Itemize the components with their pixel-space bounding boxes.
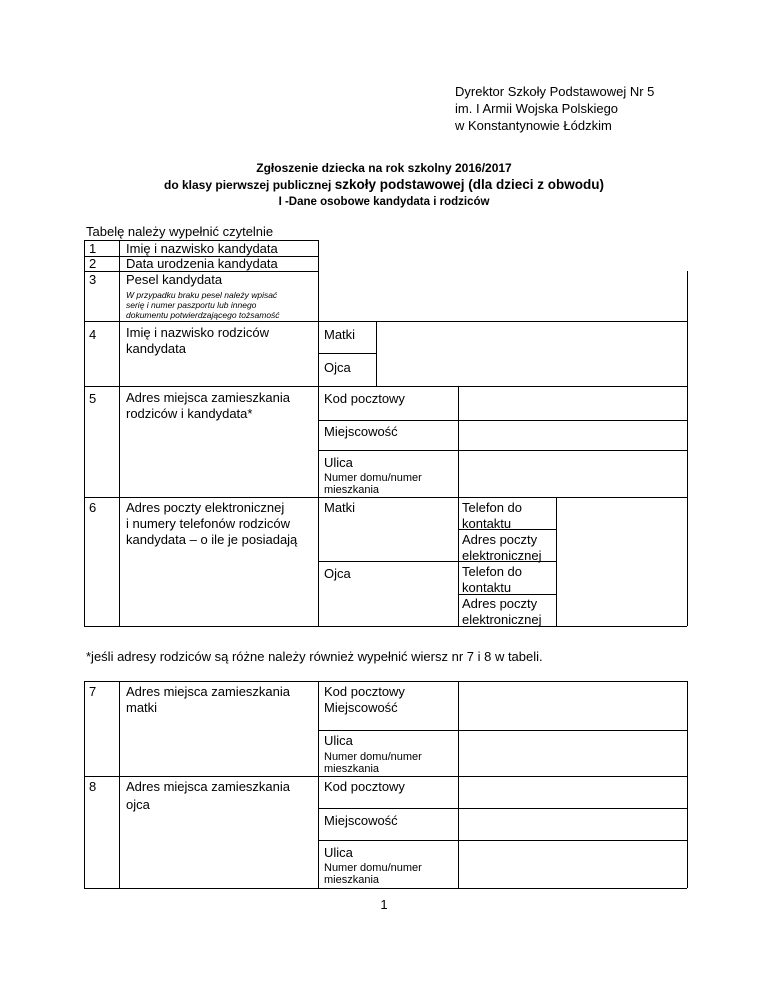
row-8-label-1: Adres miejsca zamieszkania (126, 779, 291, 794)
footnote: *jeśli adresy rodziców są różne należy również wypełnić wiersz nr 7 i 8 w tabeli. (86, 649, 543, 664)
row-5-city-label: Miejscowość (324, 424, 398, 439)
row-1-label: Imię i nazwisko kandydata (126, 241, 278, 256)
row-8-street-label: Ulica (324, 845, 353, 860)
row-5-house-label-1: Numer domu/numer (324, 472, 422, 484)
addressee-line-1: Dyrektor Szkoły Podstawowej Nr 5 (455, 84, 655, 99)
row-4-label-2: kandydata (126, 341, 186, 356)
row-4-mother-label: Matki (324, 327, 356, 342)
row-3-note-1: W przypadku braku pesel należy wpisać (126, 290, 278, 300)
row-5-street-label: Ulica (324, 455, 353, 470)
row-7-number: 7 (89, 684, 97, 699)
form-subtitle-part-1: do klasy pierwszej publicznej (164, 178, 335, 192)
form-section-title: I -Dane osobowe kandydata i rodziców (278, 196, 490, 208)
form-subtitle (0, 177, 768, 193)
row-8-city-label: Miejscowość (324, 813, 398, 828)
row-7-city-label: Miejscowość (324, 700, 398, 715)
row-6-mother-email-label-1: Adres poczty (462, 532, 538, 547)
row-6-number: 6 (89, 500, 97, 515)
row-6-father-email-label-2: elektronicznej (462, 612, 542, 627)
row-3-note-3: dokumentu potwierdzającego tożsamość (126, 310, 280, 320)
row-7-house-label-2: mieszkania (324, 763, 380, 775)
row-1-number: 1 (89, 241, 97, 256)
row-4-number: 4 (89, 327, 97, 342)
row-8-house-label-1: Numer domu/numer (324, 862, 422, 874)
row-8-number: 8 (89, 779, 97, 794)
row-6-mother-label: Matki (324, 500, 356, 515)
row-3-number: 3 (89, 272, 97, 287)
row-7-street-label: Ulica (324, 733, 353, 748)
row-5-postal-label: Kod pocztowy (324, 391, 405, 406)
row-3-label: Pesel kandydata (126, 272, 223, 287)
row-6-father-phone-label-1: Telefon do (462, 564, 522, 579)
row-4-father-label: Ojca (324, 360, 351, 375)
row-7-label-2: matki (126, 700, 158, 715)
row-4-label-1: Imię i nazwisko rodziców (126, 325, 270, 340)
row-6-father-label: Ojca (324, 566, 351, 581)
row-3-note-2: serię i numer paszportu lub innego (126, 300, 257, 310)
row-5-label-1: Adres miejsca zamieszkania (126, 390, 291, 405)
fill-instruction: Tabelę należy wypełnić czytelnie (86, 224, 274, 239)
form-subtitle-part-2: szkoły podstawowej (dla dzieci z obwodu) (334, 177, 604, 192)
addressee-line-2: im. I Armii Wojska Polskiego (455, 101, 619, 116)
row-2-number: 2 (89, 256, 97, 271)
row-6-label-3: kandydata – o ile je posiadają (126, 532, 298, 547)
addressee-line-3: w Konstantynowie Łódzkim (455, 118, 612, 133)
row-2-label: Data urodzenia kandydata (126, 256, 278, 271)
row-5-label-2: rodziców i kandydata* (126, 406, 253, 421)
row-8-label-2: ojca (126, 797, 150, 812)
row-6-label-2: i numery telefonów rodziców (126, 516, 291, 531)
row-6-father-phone-label-2: kontaktu (462, 580, 512, 595)
row-7-postal-label: Kod pocztowy (324, 684, 405, 699)
row-7-label-1: Adres miejsca zamieszkania (126, 684, 291, 699)
row-7-house-label-1: Numer domu/numer (324, 751, 422, 763)
row-8-house-label-2: mieszkania (324, 874, 380, 886)
page-number: 1 (380, 897, 388, 912)
row-5-number: 5 (89, 391, 97, 406)
row-6-label-1: Adres poczty elektronicznej (126, 500, 285, 515)
row-6-mother-phone-label-2: kontaktu (462, 516, 512, 531)
row-6-mother-email-label-2: elektronicznej (462, 548, 542, 563)
row-6-father-email-label-1: Adres poczty (462, 596, 538, 611)
row-8-postal-label: Kod pocztowy (324, 779, 405, 794)
row-5-house-label-2: mieszkania (324, 484, 380, 496)
row-6-mother-phone-label-1: Telefon do (462, 500, 522, 515)
form-title: Zgłoszenie dziecka na rok szkolny 2016/2017 (256, 161, 512, 175)
